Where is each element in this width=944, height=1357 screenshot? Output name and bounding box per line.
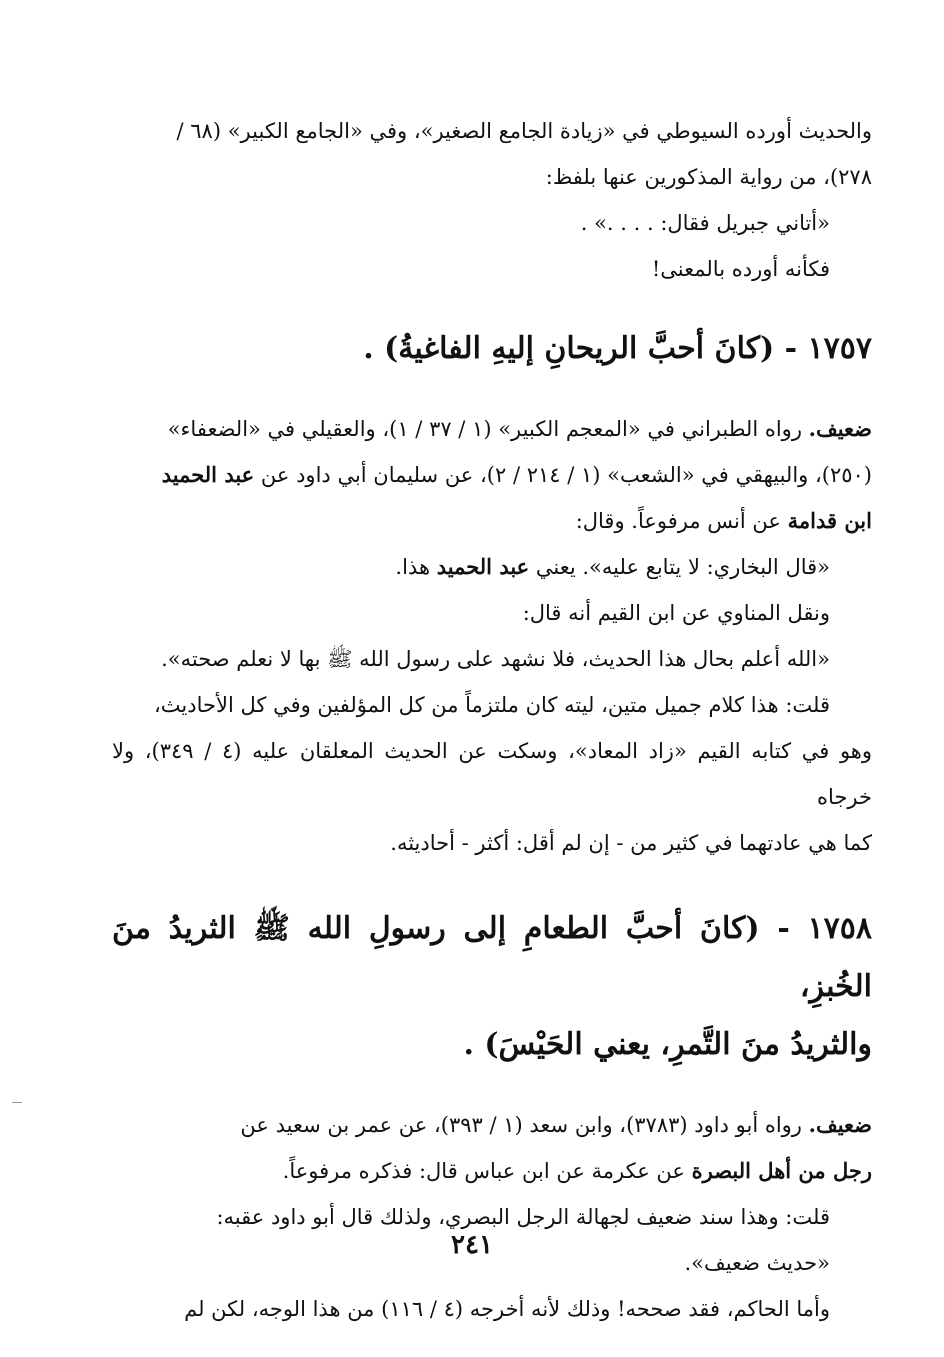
- text-line: كما هي عادتهما في كثير من - إن لم أقل: أكثر - أحاديثه.: [390, 831, 872, 855]
- narrator-name: عبد الحميد: [436, 554, 530, 579]
- text-line: قلت: وهذا سند ضعيف لجهالة الرجل البصري، ولذلك قال أبو داود عقبه:: [216, 1205, 830, 1229]
- text-line: ونقل المناوي عن ابن القيم أنه قال:: [522, 601, 830, 625]
- title-line: ١٧٥٨ - (كانَ أحبَّ الطعامِ إلى رسولِ الله ﷺ الثريدُ منَ الخُبزِ،: [112, 911, 872, 1004]
- title-line: والثريدُ منَ التَّمرِ، يعني الحَيْسَ) .: [463, 1027, 872, 1062]
- paragraph-continuation: [112, 108, 872, 292]
- page-body: [112, 108, 872, 1332]
- narrator-name: عبد الحميد: [161, 462, 255, 487]
- hadith-1757-title: ١٧٥٧ - (كانَ أحبَّ الريحانِ إليهِ الفاغيةُ) .: [363, 331, 872, 366]
- quote-line: «حديث ضعيف».: [684, 1251, 830, 1275]
- narrator-name: رجل من أهل البصرة: [691, 1158, 872, 1183]
- commentary-1758: [112, 1102, 872, 1332]
- commentary-1757: [112, 406, 872, 866]
- text-line: ضعيف. رواه أبو داود (٣٧٨٣)، وابن سعد (١ / ٣٩٣)، عن عمر بن سعيد عن: [240, 1112, 872, 1137]
- text-line: قلت: هذا كلام جميل متين، ليته كان ملتزماً من كل المؤلفين وفي كل الأحاديث،: [154, 693, 830, 717]
- margin-mark: [12, 1102, 22, 1103]
- quote-line: «الله أعلم بحال هذا الحديث، فلا نشهد على رسول الله ﷺ بها لا نعلم صحته».: [161, 647, 830, 671]
- text-line: رجل من أهل البصرة عن عكرمة عن ابن عباس قال: فذكره مرفوعاً.: [282, 1158, 872, 1183]
- narrator-name: ابن قدامة: [787, 508, 872, 533]
- grade-label: ضعيف.: [808, 1112, 872, 1137]
- quote-line: «أتاني جبريل فقال: . . . .» .: [580, 211, 830, 235]
- text-line: (٢٥٠)، والبيهقي في «الشعب» (١ / ٢١٤ / ٢)، عن سليمان أبي داود عن عبد الحميد: [161, 462, 872, 487]
- text-line: ضعيف. رواه الطبراني في «المعجم الكبير» (١ / ٣٧ / ١)، والعقيلي في «الضعفاء»: [167, 416, 872, 441]
- text-line: وأما الحاكم، فقد صححه! وذلك لأنه أخرجه (٤ / ١١٦) من هذا الوجه، لكن لم: [184, 1297, 830, 1321]
- quote-line: «قال البخاري: لا يتابع عليه». يعني عبد الحميد هذا.: [395, 554, 830, 579]
- page-number: ٢٤١: [451, 1230, 493, 1260]
- text-line: ٢٧٨)، من رواية المذكورين عنها بلفظ:: [545, 165, 872, 189]
- hadith-1758-title: [112, 900, 872, 1074]
- text-line: فكأنه أورده بالمعنى!: [651, 257, 830, 281]
- text-line: وهو في كتابه القيم «زاد المعاد»، وسكت عن الحديث المعلقان عليه (٤ / ٣٤٩)، ولا خرجاه: [112, 739, 873, 809]
- grade-label: ضعيف.: [808, 416, 872, 441]
- text-line: والحديث أورده السيوطي في «زيادة الجامع الصغير»، وفي «الجامع الكبير» (٦٨ /: [176, 119, 872, 143]
- text-line: ابن قدامة عن أنس مرفوعاً. وقال:: [575, 508, 872, 533]
